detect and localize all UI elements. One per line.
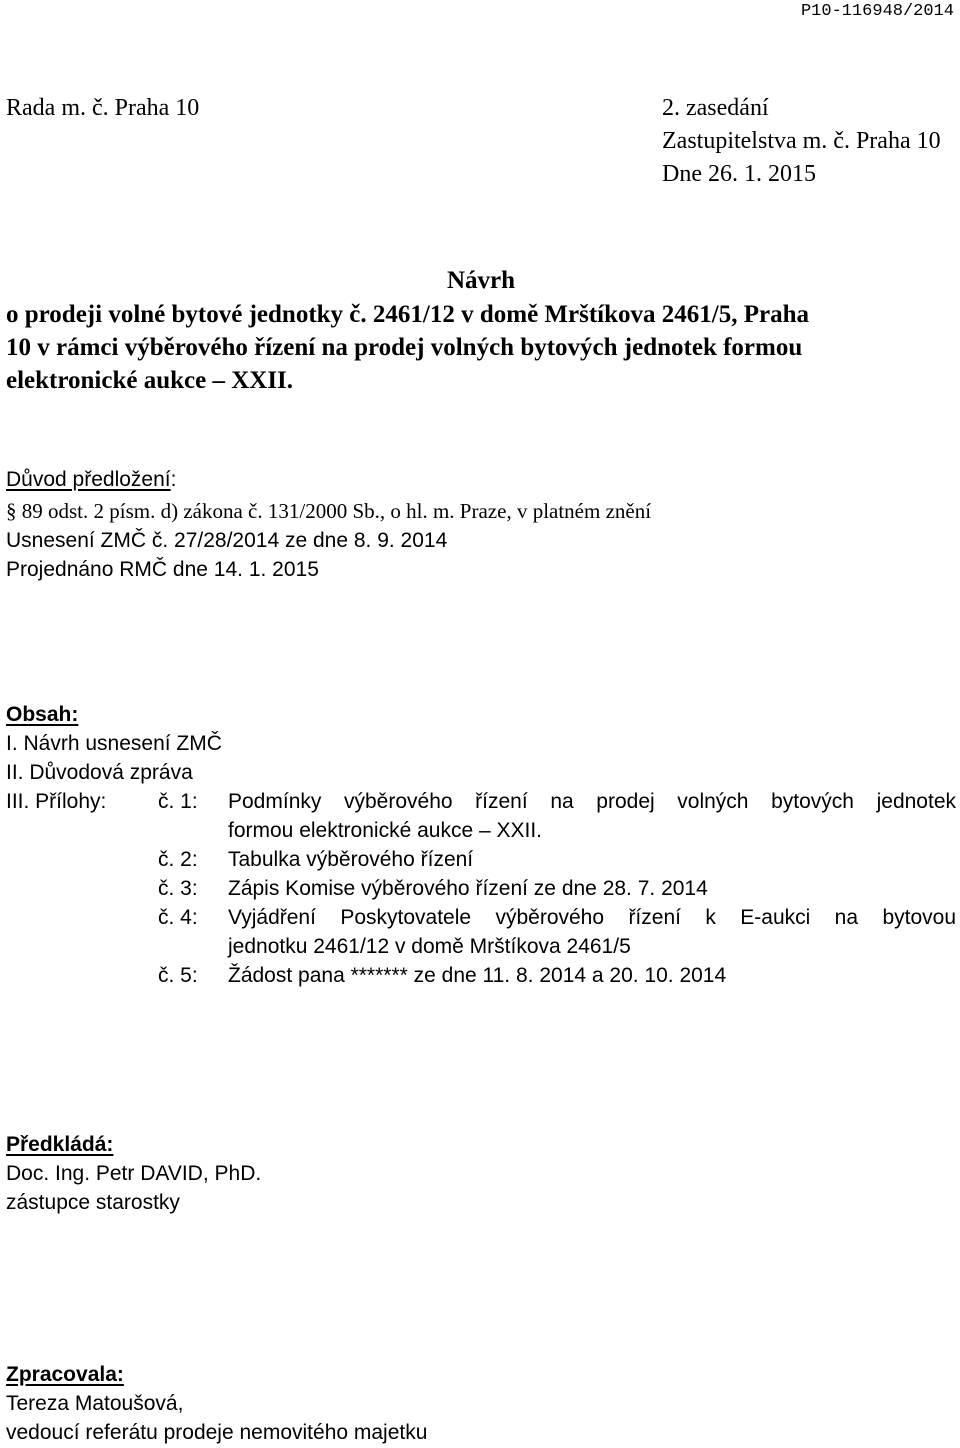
attachment-item [158,961,956,990]
submitter-role: zástupce starostky [6,1191,180,1214]
reason-lines [6,497,651,584]
attachments-list [158,787,956,990]
contents-item-3: III. Přílohy: [6,790,107,813]
contents-label: Obsah: [6,703,79,726]
preparer-role: vedoucí referátu prodeje nemovitého majetku [6,1421,428,1444]
preparer-name: Tereza Matoušová, [6,1392,184,1415]
attachment-text: jednotku 2461/12 v domě Mrštíkova 2461/5 [228,935,631,958]
discussed-date: Projednáno RMČ dne 14. 1. 2015 [6,558,319,581]
prepared-by-section [6,1360,427,1447]
council-name: Rada m. č. Praha 10 [6,95,200,121]
attachment-number: č. 5: [158,964,198,987]
session-info [662,92,941,191]
attachment-item [158,903,956,961]
reason-heading: Důvod předložení: [6,468,177,491]
attachment-item [158,845,956,874]
submitter-label: Předkládá: [6,1133,114,1156]
attachment-number: č. 1: [158,790,198,813]
attachment-number: č. 4: [158,906,198,929]
session-number: 2. zasedání [662,95,769,121]
resolution-reference: Usnesení ZMČ č. 27/28/2014 ze dne 8. 9. 2014 [6,529,448,552]
attachment-text: Vyjádření Poskytovatele výběrového řízení k E-aukci na bytovou [228,906,956,929]
attachment-number: č. 2: [158,848,198,871]
attachment-number: č. 3: [158,877,198,900]
title-line-1: o prodeji volné bytové jednotky č. 2461/12 v domě Mrštíkova 2461/5, Praha [6,301,809,328]
proposal-title [6,264,956,397]
title-line-2: 10 v rámci výběrového řízení na prodej volných bytových jednotek formou [6,334,803,361]
attachment-item [158,874,956,903]
prepared-by-label: Zpracovala: [6,1363,124,1386]
title-heading: Návrh [446,267,516,294]
title-line-3: elektronické aukce – XXII. [6,367,294,394]
reason-label: Důvod předložení [6,468,171,491]
submitter-name: Doc. Ing. Petr DAVID, PhD. [6,1162,262,1185]
submitter-section [6,1130,261,1217]
assembly-name: Zastupitelstva m. č. Praha 10 [662,128,941,154]
contents-item-2: II. Důvodová zpráva [6,761,193,784]
attachment-text: formou elektronické aukce – XXII. [228,819,542,842]
attachment-item [158,787,956,845]
attachment-text: Zápis Komise výběrového řízení ze dne 28. 7. 2014 [228,877,708,900]
attachment-text: Tabulka výběrového řízení [228,848,474,871]
attachment-text: Podmínky výběrového řízení na prodej volných bytových jednotek [228,790,956,813]
document-id: P10-116948/2014 [800,2,954,21]
contents-item-1: I. Návrh usnesení ZMČ [6,732,222,755]
session-date: Dne 26. 1. 2015 [662,161,816,187]
attachment-text: Žádost pana ******* ze dne 11. 8. 2014 a 20. 10. 2014 [228,964,727,987]
legal-basis: § 89 odst. 2 písm. d) zákona č. 131/2000 Sb., o hl. m. Praze, v platném znění [6,499,652,523]
